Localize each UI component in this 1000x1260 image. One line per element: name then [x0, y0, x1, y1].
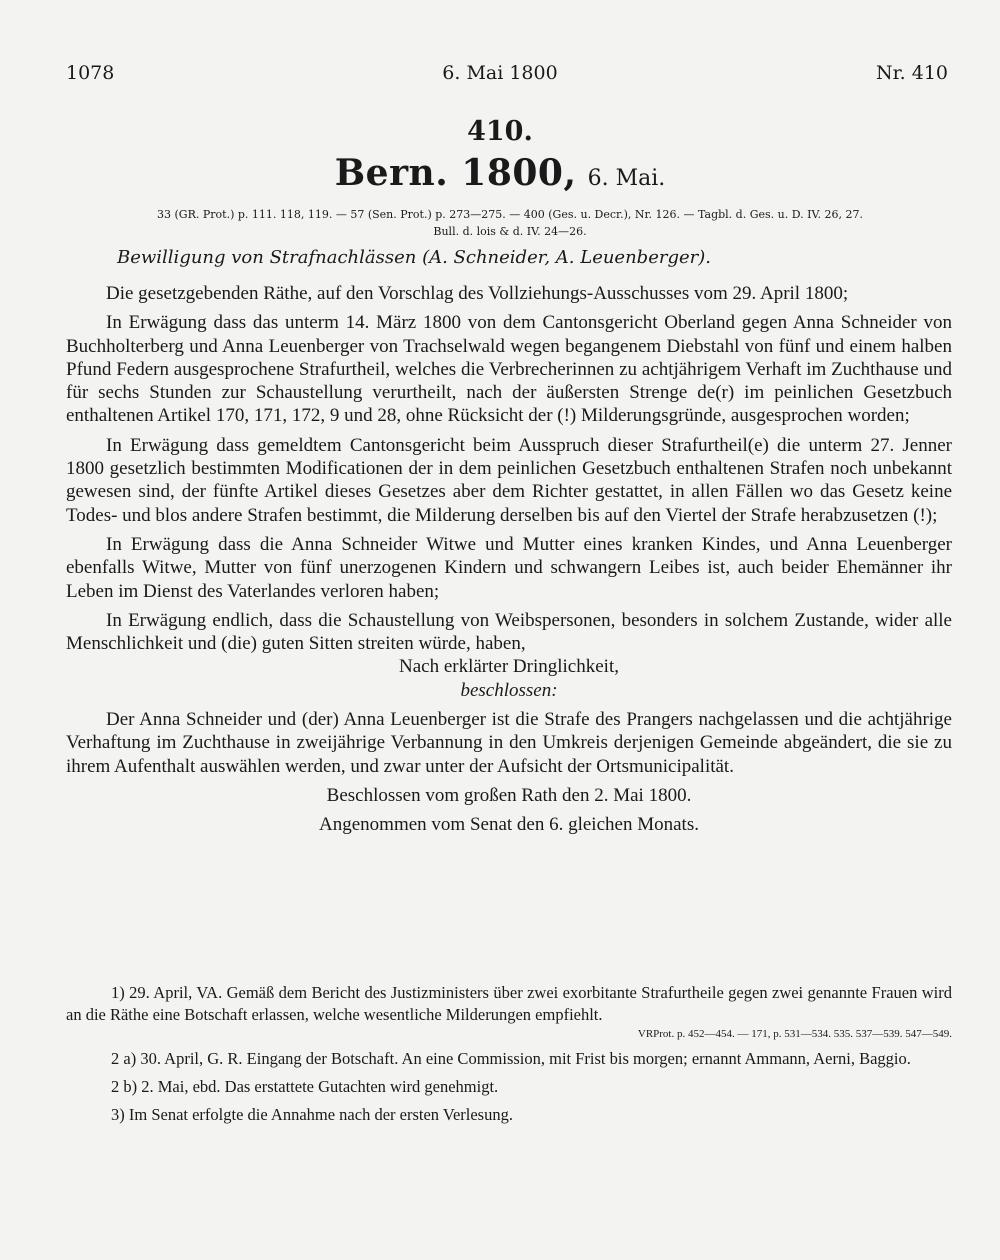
- document-title: [0, 152, 1000, 194]
- footnote-2a: 2 a) 30. April, G. R. Eingang der Botschaft. An eine Commission, mit Frist bis morgen; ernannt Ammann, Aerni, Baggio.: [111, 1049, 911, 1068]
- paragraph-preamble: Die gesetzgebenden Räthe, auf den Vorschlag des Vollziehungs-Ausschusses vom 29. April 1800;: [106, 283, 849, 304]
- footnotes: [66, 982, 952, 1126]
- resolved-line: beschlossen:: [460, 679, 558, 701]
- footnote-3: 3) Im Senat erfolgte die Annahme nach der ersten Verlesung.: [111, 1105, 513, 1124]
- paragraph-consideration-4: In Erwägung endlich, dass die Schaustellung von Weibspersonen, besonders in solchem Zustande, wider alle Menschlichkeit und (die) guten Sitten streiten würde, haben,: [66, 609, 952, 655]
- paragraph-consideration-2: In Erwägung dass gemeldtem Cantonsgericht beim Ausspruch dieser Strafurtheil(e) die unterm 27. Jenner 1800 gesetzlich bestimmten Modificationen der in dem peinlichen Gesetzbuch enthaltenen Strafen noch unbekannt gewesen sind, der fünfte Artikel dieses Gesetzes aber dem Richter gestattet, in allen Fällen wo das Gesetz keine Todes- und blos andere Strafen bestimmt, die Milderung derselben bis auf den Viertel der Strafe herabzusetzen (!);: [66, 434, 952, 526]
- closing-line-2: Angenommen vom Senat den 6. gleichen Monats.: [319, 814, 699, 836]
- document-number: 410.: [467, 116, 533, 147]
- paragraph-consideration-3: In Erwägung dass die Anna Schneider Witwe und Mutter eines kranken Kindes, und Anna Leuenberger ebenfalls Witwe, Mutter von fünf unerzogenen Kindern und schwangern Leibes ist, auch beider Ehemänner ihr Leben im Dienst des Vaterlandes verloren haben;: [66, 533, 952, 602]
- source-references: [100, 206, 920, 240]
- paragraph-consideration-1: In Erwägung dass das unterm 14. März 1800 von dem Cantonsgericht Oberland gegen Anna Schneider von Buchholterberg und Anna Leuenberger von Trachselwald wegen begangenem Diebstahl von fünf und einem halben Pfund Federn ausgesprochene Strafurtheil, welches die Verbrecherinnen zu achtjährigem Verhaft im Zuchthause und für sechs Stunden zur Schaustellung verurtheilt, nach der äußersten Strenge de(r) im peinlichen Gesetzbuch enthaltenen Artikel 170, 171, 172, 9 und 28, ohne Rücksicht der (!) Milderungsgründe, ausgesprochen worden;: [66, 312, 952, 427]
- title-place: Bern. 1800,: [334, 152, 577, 194]
- document-subject: Bewilligung von Strafnachlässen (A. Schneider, A. Leuenberger).: [117, 247, 711, 268]
- urgency-line: Nach erklärter Dringlichkeit,: [399, 656, 619, 678]
- title-date: 6. Mai.: [587, 166, 666, 191]
- decree-body: [66, 272, 952, 837]
- document-number-header: Nr. 410: [876, 62, 948, 84]
- references-line-2: Bull. d. lois & d. IV. 24—26.: [433, 225, 587, 238]
- footnote-1: 1) 29. April, VA. Gemäß dem Bericht des Justizministers über zwei exorbitante Strafurtheile gegen zwei genannte Frauen wird an die Räthe eine Botschaft erlassen, welche wesentliche Milderungen empfiehlt.: [66, 983, 952, 1024]
- footnote-1-reference: VRProt. p. 452—454. — 171, p. 531—534. 535. 537—539. 547—549.: [637, 1028, 952, 1040]
- running-date: 6. Mai 1800: [442, 62, 558, 84]
- closing-line-1: Beschlossen vom großen Rath den 2. Mai 1800.: [326, 784, 692, 806]
- footnote-2b: 2 b) 2. Mai, ebd. Das erstattete Gutachten wird genehmigt.: [111, 1077, 499, 1096]
- paragraph-decision: Der Anna Schneider und (der) Anna Leuenberger ist die Strafe des Prangers nachgelassen und die achtjährige Verhaftung im Zuchthause in zweijährige Verbannung in den Umkreis derjenigen Gemeinde abgeändert, die sie zu ihrem Aufenthalt auswählen werden, und zwar unter der Aufsicht der Ortsmunicipalität.: [66, 709, 952, 777]
- references-line-1: 33 (GR. Prot.) p. 111. 118, 119. — 57 (Sen. Prot.) p. 273—275. — 400 (Ges. u. Decr.), Nr. 126. — Tagbl. d. Ges. u. D. IV. 26, 27.: [157, 208, 863, 221]
- page-number: 1078: [66, 62, 115, 84]
